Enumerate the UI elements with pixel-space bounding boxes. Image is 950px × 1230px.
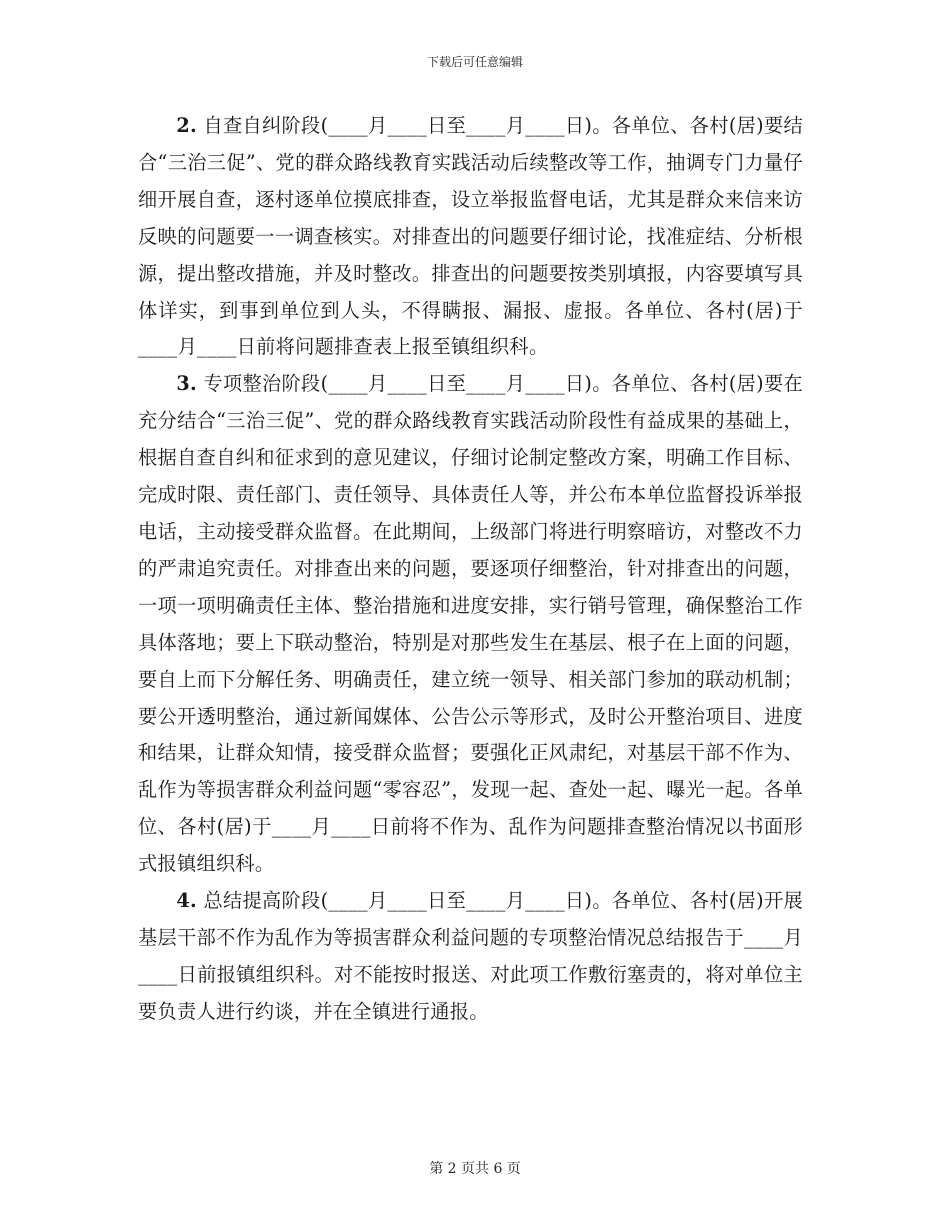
page-header: 下载后可任意编辑	[426, 55, 523, 69]
page-footer: 第 2 页共 6 页	[429, 1161, 521, 1177]
paragraph-number: 3.	[176, 372, 198, 396]
paragraph-number: 4.	[176, 889, 198, 913]
paragraph-text: 总结提高阶段(____月____日至____月____日)。各单位、各村(居)开展基层干部不作为乱作为等损害群众利益问题的专项整治情况总结报告于____月____日前报镇组织科。对不能按时报送、对此项工作敷衍塞责的，将对单位主要负责人进行约谈，并在全镇进行通报。	[138, 889, 803, 1023]
document-body	[138, 108, 803, 1031]
paragraph-text: 自查自纠阶段(____月____日至____月____日)。各单位、各村(居)要结合“三治三促”、党的群众路线教育实践活动后续整改等工作，抽调专门力量仔细开展自查，逐村逐单位摸底排查，设立举报监督电话，尤其是群众来信来访反映的问题要一一调查核实。对排查出的问题要仔细讨论，找准症结、分析根源，提出整改措施，并及时整改。排查出的问题要按类别填报，内容要填写具体详实，到事到单位到人头，不得瞒报、漏报、虚报。各单位、各村(居)于____月____日前将问题排查表上报至镇组织科。	[138, 114, 803, 359]
paragraph-text: 专项整治阶段(____月____日至____月____日)。各单位、各村(居)要在充分结合“三治三促”、党的群众路线教育实践活动阶段性有益成果的基础上，根据自查自纠和征求到的意见建议，仔细讨论制定整改方案，明确工作目标、完成时限、责任部门、责任领导、具体责任人等，并公布本单位监督投诉举报电话，主动接受群众监督。在此期间，上级部门将进行明察暗访，对整改不力的严肃追究责任。对排查出来的问题，要逐项仔细整治，针对排查出的问题，一项一项明确责任主体、整治措施和进度安排，实行销号管理，确保整治工作具体落地；要上下联动整治，特别是对那些发生在基层、根子在上面的问题，要自上而下分解任务、明确责任，建立统一领导、相关部门参加的联动机制；要公开透明整治，通过新闻媒体、公告公示等形式，及时公开整治项目、进度和结果，让群众知情，接受群众监督；要强化正风肃纪，对基层干部不作为、乱作为等损害群众利益问题“零容忍”，发现一起、查处一起、曝光一起。各单位、各村(居)于____月____日前将不作为、乱作为问题排查整治情况以书面形式报镇组织科。	[138, 372, 803, 876]
paragraph-special-rectification	[138, 366, 803, 883]
paragraph-self-inspection	[138, 108, 803, 366]
paragraph-number: 2.	[176, 114, 198, 137]
paragraph-summary	[138, 883, 803, 1031]
